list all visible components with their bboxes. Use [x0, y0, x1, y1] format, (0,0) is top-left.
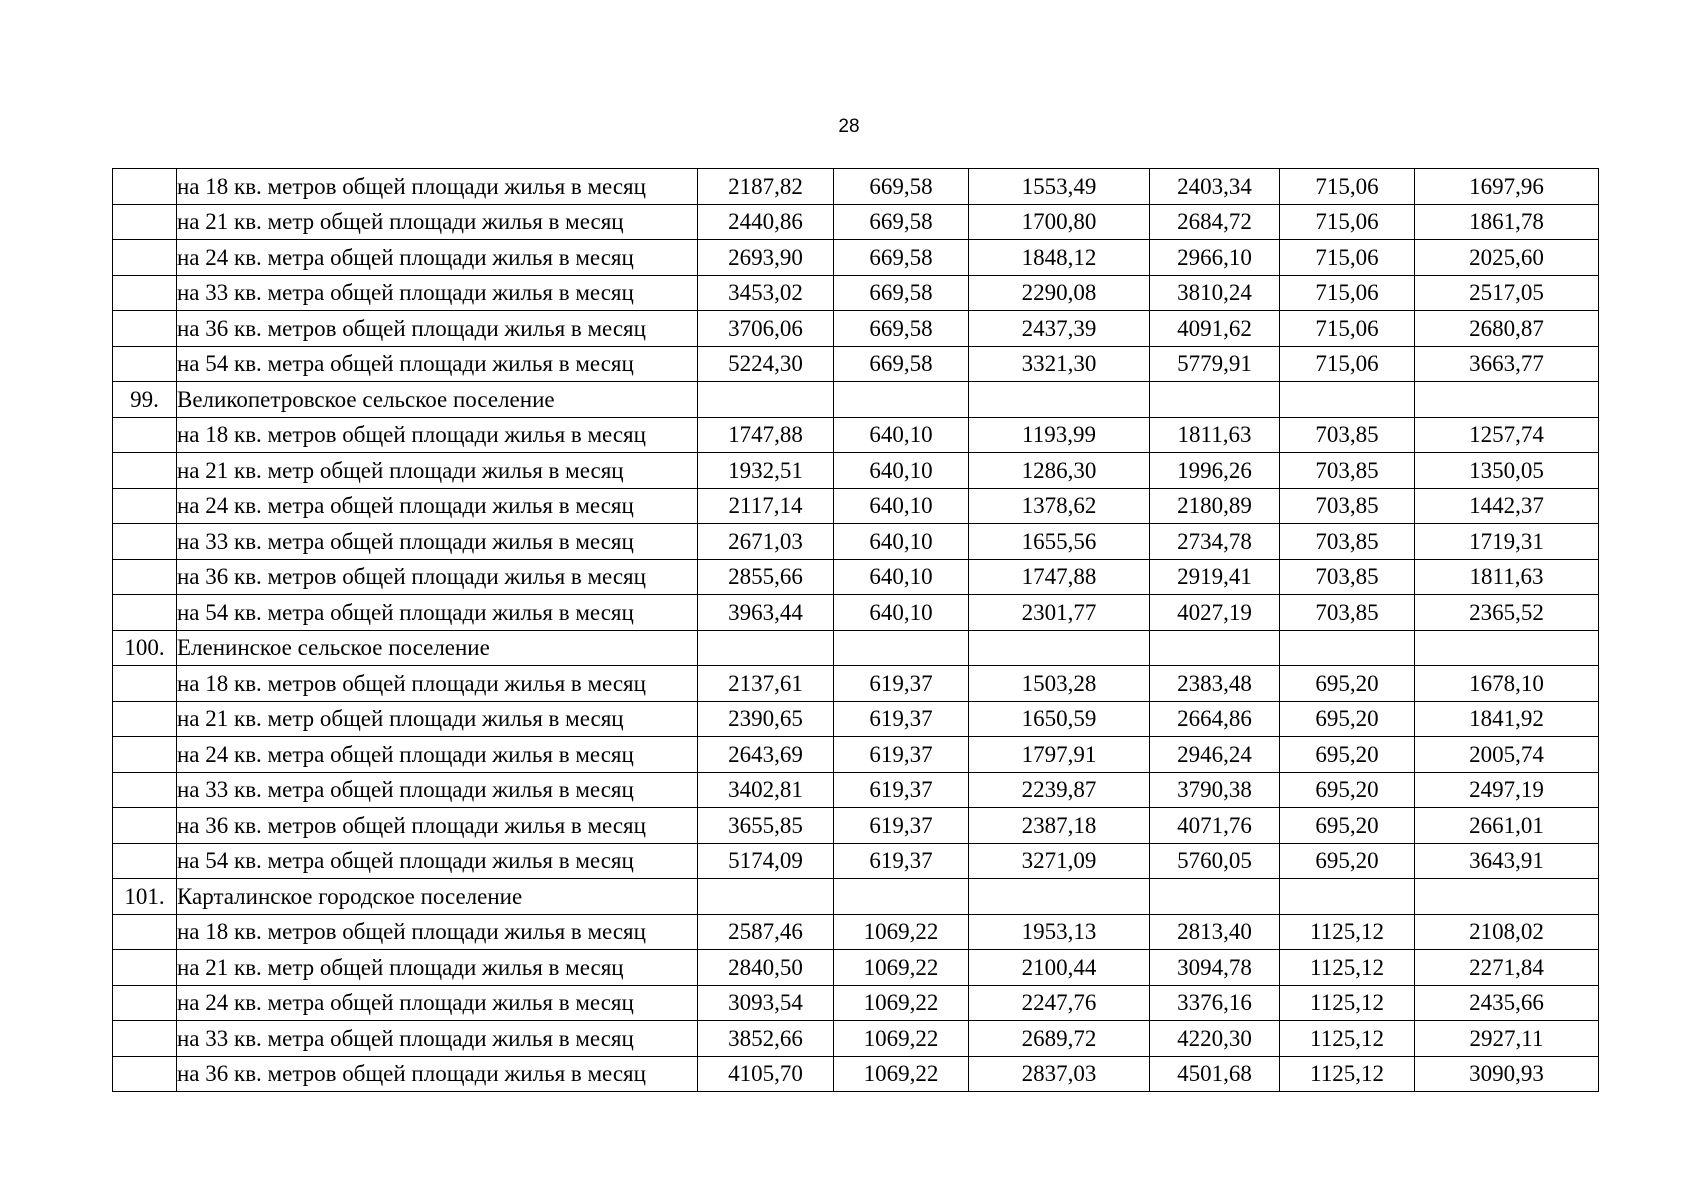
row-number-cell	[113, 417, 177, 453]
row-number-cell	[113, 808, 177, 844]
value-cell: 5174,09	[698, 843, 834, 879]
table-row	[113, 701, 1599, 737]
value-cell: 1069,22	[834, 950, 969, 986]
value-cell: 1747,88	[969, 559, 1150, 595]
value-cell: 703,85	[1280, 595, 1415, 631]
value-cell	[969, 630, 1150, 666]
value-cell: 2365,52	[1415, 595, 1599, 631]
value-cell: 3090,93	[1415, 1056, 1599, 1092]
value-cell: 4071,76	[1150, 808, 1280, 844]
value-cell: 3093,54	[698, 985, 834, 1021]
value-cell: 3663,77	[1415, 346, 1599, 382]
row-number-cell	[113, 1021, 177, 1057]
value-cell: 1697,96	[1415, 169, 1599, 205]
row-number-cell	[113, 985, 177, 1021]
value-cell: 669,58	[834, 204, 969, 240]
value-cell: 2680,87	[1415, 311, 1599, 347]
value-cell: 703,85	[1280, 524, 1415, 560]
value-cell: 1650,59	[969, 701, 1150, 737]
table-row	[113, 595, 1599, 631]
value-cell: 1125,12	[1280, 1056, 1415, 1092]
value-cell: 5224,30	[698, 346, 834, 382]
row-name-cell: на 24 кв. метра общей площади жилья в месяц	[177, 985, 698, 1021]
row-name-cell: на 18 кв. метров общей площади жилья в месяц	[177, 914, 698, 950]
row-number-cell	[113, 453, 177, 489]
value-cell: 2437,39	[969, 311, 1150, 347]
value-cell: 1747,88	[698, 417, 834, 453]
value-cell	[1150, 879, 1280, 915]
value-cell: 715,06	[1280, 169, 1415, 205]
value-cell: 2919,41	[1150, 559, 1280, 595]
row-number-cell	[113, 701, 177, 737]
value-cell: 1953,13	[969, 914, 1150, 950]
value-cell: 1841,92	[1415, 701, 1599, 737]
row-name-cell: на 24 кв. метра общей площади жилья в месяц	[177, 737, 698, 773]
value-cell: 619,37	[834, 701, 969, 737]
value-cell: 2840,50	[698, 950, 834, 986]
row-number-cell	[113, 169, 177, 205]
value-cell: 3790,38	[1150, 772, 1280, 808]
value-cell: 2025,60	[1415, 240, 1599, 276]
value-cell: 2661,01	[1415, 808, 1599, 844]
value-cell: 703,85	[1280, 488, 1415, 524]
value-cell: 669,58	[834, 240, 969, 276]
row-name-cell: Великопетровское сельское поселение	[177, 382, 698, 418]
value-cell: 2813,40	[1150, 914, 1280, 950]
value-cell: 640,10	[834, 417, 969, 453]
row-name-cell: на 33 кв. метра общей площади жилья в месяц	[177, 1021, 698, 1057]
value-cell	[834, 879, 969, 915]
value-cell: 3321,30	[969, 346, 1150, 382]
row-name-cell: на 36 кв. метров общей площади жилья в месяц	[177, 1056, 698, 1092]
row-number-cell: 101.	[113, 879, 177, 915]
value-cell: 4105,70	[698, 1056, 834, 1092]
table-body	[113, 169, 1599, 1092]
value-cell: 2927,11	[1415, 1021, 1599, 1057]
value-cell: 640,10	[834, 595, 969, 631]
value-cell: 4501,68	[1150, 1056, 1280, 1092]
row-number-cell	[113, 311, 177, 347]
row-number-cell	[113, 666, 177, 702]
row-name-cell: на 33 кв. метра общей площади жилья в месяц	[177, 524, 698, 560]
value-cell: 1861,78	[1415, 204, 1599, 240]
value-cell: 1125,12	[1280, 950, 1415, 986]
value-cell	[698, 382, 834, 418]
row-name-cell: на 54 кв. метра общей площади жилья в месяц	[177, 843, 698, 879]
value-cell: 2271,84	[1415, 950, 1599, 986]
table-row	[113, 382, 1599, 418]
value-cell: 2435,66	[1415, 985, 1599, 1021]
row-name-cell: на 18 кв. метров общей площади жилья в месяц	[177, 666, 698, 702]
row-number-cell	[113, 914, 177, 950]
row-number-cell	[113, 240, 177, 276]
table-row	[113, 169, 1599, 205]
value-cell: 1811,63	[1415, 559, 1599, 595]
table-row	[113, 275, 1599, 311]
row-number-cell: 100.	[113, 630, 177, 666]
value-cell	[1150, 630, 1280, 666]
value-cell: 695,20	[1280, 666, 1415, 702]
row-name-cell: на 54 кв. метра общей площади жилья в месяц	[177, 346, 698, 382]
value-cell: 2497,19	[1415, 772, 1599, 808]
table-row	[113, 950, 1599, 986]
table-row	[113, 666, 1599, 702]
value-cell: 1553,49	[969, 169, 1150, 205]
row-name-cell: на 21 кв. метр общей площади жилья в месяц	[177, 453, 698, 489]
value-cell: 1811,63	[1150, 417, 1280, 453]
value-cell: 715,06	[1280, 346, 1415, 382]
value-cell	[1280, 382, 1415, 418]
row-number-cell	[113, 737, 177, 773]
value-cell: 2005,74	[1415, 737, 1599, 773]
value-cell: 2643,69	[698, 737, 834, 773]
table-row	[113, 417, 1599, 453]
table-row	[113, 630, 1599, 666]
value-cell	[1415, 630, 1599, 666]
row-name-cell: на 21 кв. метр общей площади жилья в месяц	[177, 204, 698, 240]
value-cell: 3453,02	[698, 275, 834, 311]
row-number-cell: 99.	[113, 382, 177, 418]
value-cell: 695,20	[1280, 772, 1415, 808]
value-cell: 703,85	[1280, 453, 1415, 489]
value-cell	[1150, 382, 1280, 418]
table-row	[113, 488, 1599, 524]
value-cell: 715,06	[1280, 204, 1415, 240]
value-cell: 1125,12	[1280, 914, 1415, 950]
value-cell: 715,06	[1280, 240, 1415, 276]
table-row	[113, 914, 1599, 950]
table-row	[113, 985, 1599, 1021]
value-cell: 619,37	[834, 772, 969, 808]
value-cell: 669,58	[834, 311, 969, 347]
value-cell: 2684,72	[1150, 204, 1280, 240]
row-name-cell: на 24 кв. метра общей площади жилья в месяц	[177, 240, 698, 276]
value-cell: 2671,03	[698, 524, 834, 560]
value-cell: 669,58	[834, 346, 969, 382]
row-number-cell	[113, 772, 177, 808]
value-cell: 1678,10	[1415, 666, 1599, 702]
value-cell: 1193,99	[969, 417, 1150, 453]
value-cell: 2180,89	[1150, 488, 1280, 524]
value-cell: 2587,46	[698, 914, 834, 950]
value-cell: 703,85	[1280, 559, 1415, 595]
table-row	[113, 808, 1599, 844]
row-name-cell: на 21 кв. метр общей площади жилья в месяц	[177, 950, 698, 986]
value-cell: 703,85	[1280, 417, 1415, 453]
value-cell	[969, 382, 1150, 418]
row-number-cell	[113, 843, 177, 879]
value-cell: 695,20	[1280, 808, 1415, 844]
value-cell: 3852,66	[698, 1021, 834, 1057]
value-cell: 2966,10	[1150, 240, 1280, 276]
value-cell: 2517,05	[1415, 275, 1599, 311]
value-cell: 2137,61	[698, 666, 834, 702]
value-cell: 1378,62	[969, 488, 1150, 524]
value-cell: 2693,90	[698, 240, 834, 276]
value-cell: 715,06	[1280, 275, 1415, 311]
value-cell: 2734,78	[1150, 524, 1280, 560]
value-cell: 1257,74	[1415, 417, 1599, 453]
row-number-cell	[113, 346, 177, 382]
value-cell: 695,20	[1280, 701, 1415, 737]
row-number-cell	[113, 559, 177, 595]
value-cell: 2383,48	[1150, 666, 1280, 702]
value-cell: 1655,56	[969, 524, 1150, 560]
value-cell: 669,58	[834, 169, 969, 205]
value-cell: 2946,24	[1150, 737, 1280, 773]
table-row	[113, 240, 1599, 276]
value-cell: 669,58	[834, 275, 969, 311]
row-number-cell	[113, 488, 177, 524]
value-cell: 2247,76	[969, 985, 1150, 1021]
row-number-cell	[113, 275, 177, 311]
value-cell: 640,10	[834, 453, 969, 489]
value-cell: 3810,24	[1150, 275, 1280, 311]
row-name-cell: на 18 кв. метров общей площади жилья в месяц	[177, 169, 698, 205]
value-cell: 1350,05	[1415, 453, 1599, 489]
value-cell: 619,37	[834, 737, 969, 773]
value-cell: 3706,06	[698, 311, 834, 347]
value-cell: 3963,44	[698, 595, 834, 631]
value-cell: 2387,18	[969, 808, 1150, 844]
row-number-cell	[113, 950, 177, 986]
value-cell: 4027,19	[1150, 595, 1280, 631]
value-cell: 1069,22	[834, 1056, 969, 1092]
value-cell: 4220,30	[1150, 1021, 1280, 1057]
row-name-cell: на 54 кв. метра общей площади жилья в месяц	[177, 595, 698, 631]
row-number-cell	[113, 595, 177, 631]
value-cell	[969, 879, 1150, 915]
row-name-cell: на 21 кв. метр общей площади жилья в месяц	[177, 701, 698, 737]
value-cell: 640,10	[834, 559, 969, 595]
value-cell: 3655,85	[698, 808, 834, 844]
value-cell: 2108,02	[1415, 914, 1599, 950]
value-cell: 695,20	[1280, 843, 1415, 879]
value-cell: 2117,14	[698, 488, 834, 524]
value-cell	[1415, 382, 1599, 418]
value-cell: 2837,03	[969, 1056, 1150, 1092]
table-row	[113, 524, 1599, 560]
value-cell: 2664,86	[1150, 701, 1280, 737]
value-cell: 2301,77	[969, 595, 1150, 631]
value-cell: 2403,34	[1150, 169, 1280, 205]
row-name-cell: на 36 кв. метров общей площади жилья в месяц	[177, 808, 698, 844]
value-cell: 3094,78	[1150, 950, 1280, 986]
value-cell	[698, 879, 834, 915]
value-cell: 1848,12	[969, 240, 1150, 276]
value-cell: 619,37	[834, 666, 969, 702]
value-cell: 1069,22	[834, 985, 969, 1021]
table-row	[113, 1056, 1599, 1092]
value-cell	[834, 382, 969, 418]
value-cell: 4091,62	[1150, 311, 1280, 347]
row-number-cell	[113, 1056, 177, 1092]
value-cell: 1719,31	[1415, 524, 1599, 560]
value-cell: 2855,66	[698, 559, 834, 595]
value-cell: 640,10	[834, 488, 969, 524]
table-row	[113, 737, 1599, 773]
value-cell: 1069,22	[834, 1021, 969, 1057]
row-name-cell: на 36 кв. метров общей площади жилья в месяц	[177, 559, 698, 595]
value-cell: 2390,65	[698, 701, 834, 737]
value-cell: 3643,91	[1415, 843, 1599, 879]
value-cell: 640,10	[834, 524, 969, 560]
value-cell: 619,37	[834, 808, 969, 844]
value-cell	[834, 630, 969, 666]
row-name-cell: на 33 кв. метра общей площади жилья в месяц	[177, 275, 698, 311]
value-cell: 1125,12	[1280, 1021, 1415, 1057]
value-cell: 2100,44	[969, 950, 1150, 986]
value-cell: 1069,22	[834, 914, 969, 950]
tariff-table	[112, 168, 1599, 1092]
value-cell: 2689,72	[969, 1021, 1150, 1057]
row-number-cell	[113, 204, 177, 240]
value-cell: 715,06	[1280, 311, 1415, 347]
value-cell: 3376,16	[1150, 985, 1280, 1021]
value-cell: 695,20	[1280, 737, 1415, 773]
page-number: 28	[838, 116, 860, 137]
table-row	[113, 843, 1599, 879]
value-cell: 3271,09	[969, 843, 1150, 879]
row-name-cell: Карталинское городское поселение	[177, 879, 698, 915]
value-cell: 1503,28	[969, 666, 1150, 702]
table-row	[113, 879, 1599, 915]
value-cell	[1415, 879, 1599, 915]
table-row	[113, 311, 1599, 347]
row-name-cell: на 33 кв. метра общей площади жилья в месяц	[177, 772, 698, 808]
value-cell: 619,37	[834, 843, 969, 879]
value-cell: 1700,80	[969, 204, 1150, 240]
table-row	[113, 772, 1599, 808]
row-name-cell: на 36 кв. метров общей площади жилья в месяц	[177, 311, 698, 347]
value-cell: 5779,91	[1150, 346, 1280, 382]
row-name-cell: Еленинское сельское поселение	[177, 630, 698, 666]
value-cell	[698, 630, 834, 666]
table-row	[113, 204, 1599, 240]
value-cell	[1280, 630, 1415, 666]
value-cell: 1996,26	[1150, 453, 1280, 489]
value-cell: 2239,87	[969, 772, 1150, 808]
value-cell: 1286,30	[969, 453, 1150, 489]
table-row	[113, 453, 1599, 489]
row-name-cell: на 24 кв. метра общей площади жилья в месяц	[177, 488, 698, 524]
value-cell: 1125,12	[1280, 985, 1415, 1021]
row-number-cell	[113, 524, 177, 560]
value-cell	[1280, 879, 1415, 915]
value-cell: 1932,51	[698, 453, 834, 489]
value-cell: 5760,05	[1150, 843, 1280, 879]
value-cell: 1442,37	[1415, 488, 1599, 524]
value-cell: 2187,82	[698, 169, 834, 205]
table-row	[113, 559, 1599, 595]
table-row	[113, 346, 1599, 382]
value-cell: 3402,81	[698, 772, 834, 808]
value-cell: 2290,08	[969, 275, 1150, 311]
value-cell: 2440,86	[698, 204, 834, 240]
value-cell: 1797,91	[969, 737, 1150, 773]
table-row	[113, 1021, 1599, 1057]
row-name-cell: на 18 кв. метров общей площади жилья в месяц	[177, 417, 698, 453]
